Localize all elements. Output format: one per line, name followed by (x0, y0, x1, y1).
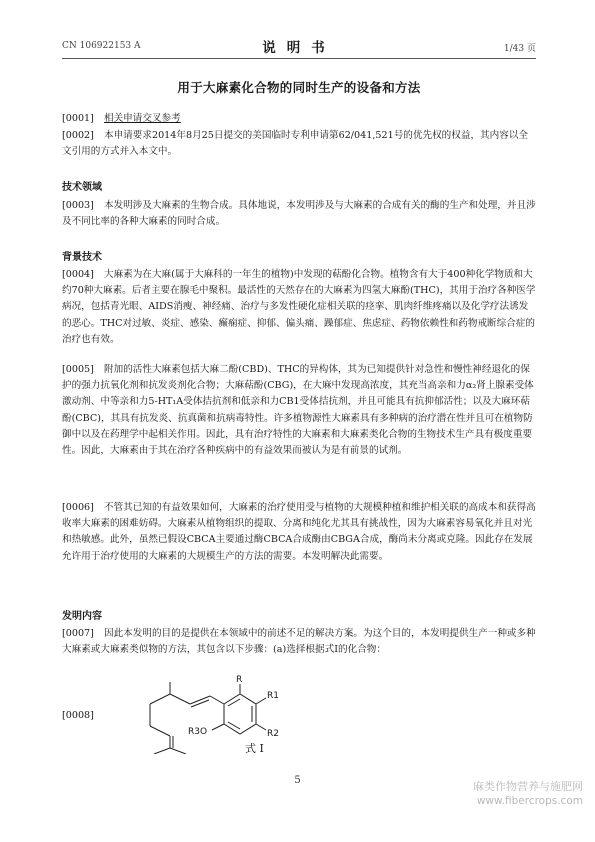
paragraph-text: 本申请要求2014年8月25日提交的美国临时专利申请第62/041,521号的优先权的权益，其内容以全文引用的方式并入本文中。 (62, 130, 529, 158)
paragraph-0002 (62, 128, 536, 160)
section-heading-background: 背景技术 (62, 252, 102, 263)
formula-caption: 式 I (245, 742, 264, 755)
paragraph-text: 附加的活性大麻素包括大麻二酚(CBD)、THC的异构体，其为已知提供针对急性和慢性神经退化的保护的强力抗氧化剂和抗发炎剂化合物；大麻萜酚(CBG)，在大麻中发现高浓度，其充当高亲和力α₂肾上腺素受体激动剂、中等亲和力5-HT₁A受体拮抗剂和低亲和力CB1受体拮抗剂，并且可能具有抗抑郁活性；以及大麻环萜酚(CBC)，其具有抗发炎、抗真菌和抗病毒特性。许多植物源性大麻素具有多种病的治疗潜在性并且可在植物防御中以及在药理学中起相关作用。因此，具有治疗特性的大麻素和大麻素类化合物的生物技术生产具有极度重要性。因此，大麻素由于其在治疗各种疾病中的有益效果而被认为是有前景的试剂。 (62, 364, 534, 457)
cross-reference-heading: 相关申请交叉参考 (104, 113, 181, 124)
document-type: 说明书 (262, 40, 336, 56)
page-header (62, 38, 536, 56)
paragraph-text: 因此本发明的目的是提供在本领域中的前述不足的解决方案。为这个目的，本发明提供生产一种或多种大麻素或大麻素类似物的方法，其包含以下步骤：(a)选择根据式I的化合物： (62, 628, 536, 656)
label-r1: R1 (267, 691, 279, 701)
paragraph-text: 本发明涉及大麻素的生物合成。具体地说，本发明涉及与大麻素的合成有关的酶的生产和处理，并且涉及不同比率的各种大麻素的同时合成。 (62, 200, 536, 228)
watermark-line-1: 麻类作物营养与施肥网 (473, 780, 583, 793)
label-r3o: R3O (188, 727, 208, 737)
paragraph-number: [0007] (62, 628, 94, 639)
paragraph-number: [0001] (62, 113, 94, 124)
paragraph-text: 不管其已知的有益效果如何，大麻素的治疗使用受与植物的大规模种植和维护相关联的高成本和获得高收率大麻素的困难妨碍。大麻素从植物组织的提取、分离和纯化尤其具有挑战性，因为大麻素容易氧化并且对光和热敏感。此外，虽然已假设CBCA主要通过酶CBCA合成酶由CBGA合成，酶尚未分离或克隆。因此存在发展允许用于治疗使用的大麻素的大规模生产的方法的需要。本发明解决此需要。 (62, 502, 536, 562)
paragraph-0003 (62, 198, 536, 230)
section-heading-technical-field: 技术领域 (62, 182, 102, 193)
watermark-line-2: www.fibercrops.com (476, 795, 583, 807)
paragraph-number: [0006] (62, 502, 94, 513)
chemical-structure-formula-i (102, 674, 302, 754)
site-watermark (473, 780, 583, 808)
page-indicator: 1/43 页 (503, 44, 536, 54)
paragraph-number: [0005] (62, 364, 94, 375)
paragraph-0007 (62, 626, 536, 658)
publication-number: CN 106922153 A (62, 41, 141, 51)
paragraph-0004 (62, 267, 536, 348)
page-number: 5 (294, 775, 301, 786)
paragraph-0005 (62, 362, 536, 459)
label-r: R (236, 675, 243, 685)
paragraph-number: [0003] (62, 200, 94, 211)
paragraph-number: [0004] (62, 269, 94, 280)
header-divider (62, 58, 536, 59)
label-r2: R2 (267, 729, 279, 739)
formula-block (62, 674, 362, 764)
paragraph-number: [0008] (62, 710, 94, 721)
paragraph-text: 大麻素为在大麻(属于大麻科的一年生的植物)中发现的萜酚化合物。植物含有大于400种化学物质和大约70种大麻素。后者主要在腺毛中聚积。最活性的天然存在的大麻素为四氢大麻酚(THC)，其用于治疗各种医学病况，包括青光眼、AIDS消瘦、神经痛、治疗与多发性硬化症相关联的痉挛、肌肉纤维疼痛以及化学疗法诱发的恶心。THC对过敏、炎症、感染、癫痫症、抑郁、偏头痛、躁郁症、焦虑症、药物依赖性和药物戒断综合症的治疗也有效。 (62, 269, 536, 345)
paragraph-0001 (62, 111, 536, 127)
section-heading-summary: 发明内容 (62, 611, 102, 622)
paragraph-number: [0002] (62, 130, 94, 141)
document-title: 用于大麻素化合物的同时生产的设备和方法 (177, 80, 421, 95)
paragraph-0006 (62, 500, 536, 565)
